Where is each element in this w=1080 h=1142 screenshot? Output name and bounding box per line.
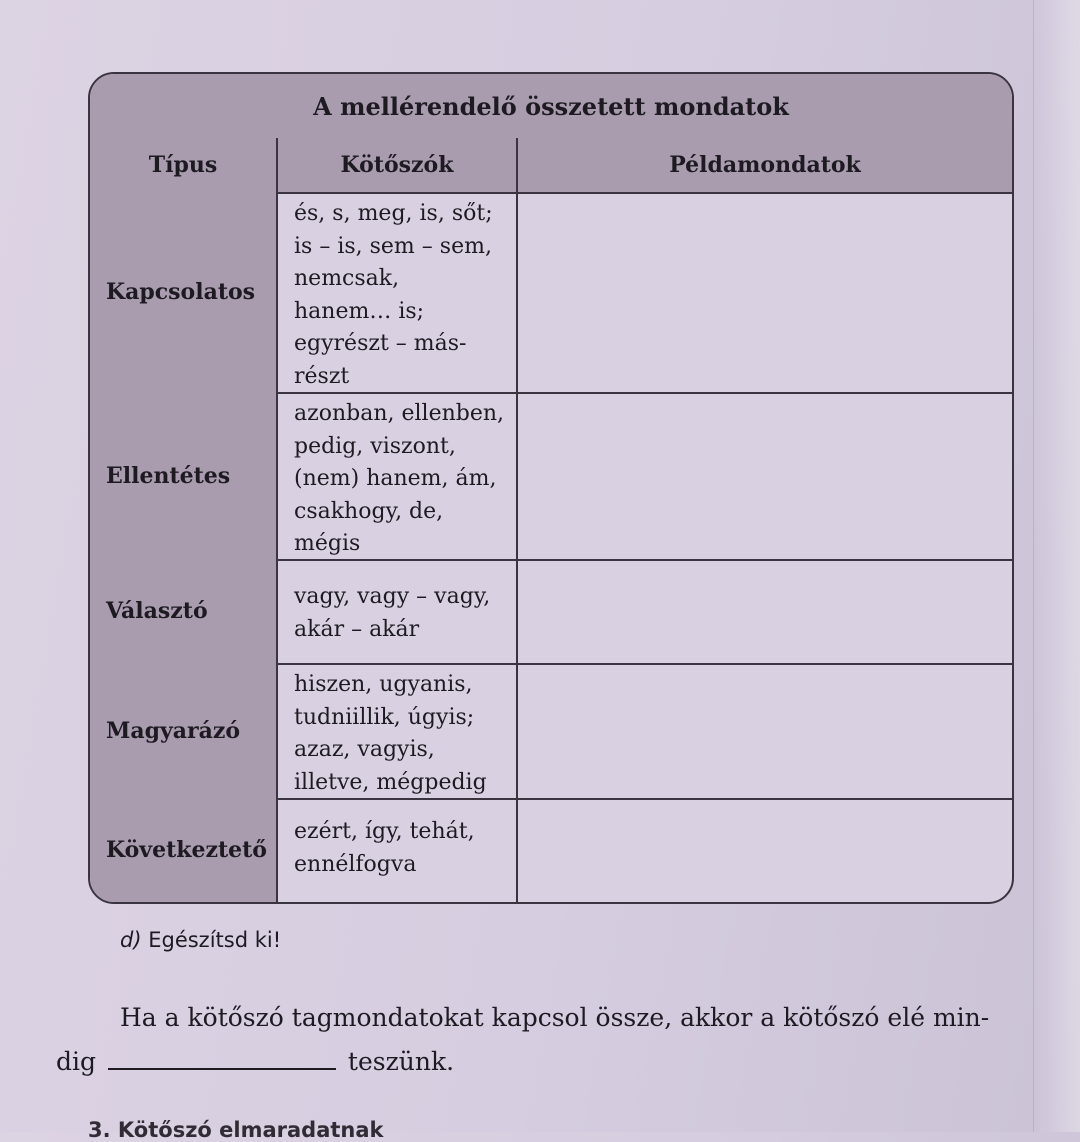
row-type: Választó [90, 559, 278, 663]
conjunction-line: azaz, vagyis, [294, 737, 435, 762]
conjunction-line: ezért, így, tehát, [294, 819, 475, 844]
conjunction-line: és, s, meg, is, sőt; [294, 201, 493, 226]
table-row [90, 663, 1012, 800]
conjunction-line: vagy, vagy – vagy, [294, 584, 491, 609]
header-examples: Példamondatok [518, 138, 1012, 192]
example-cell[interactable] [518, 559, 1012, 663]
conjunction-line: nemcsak, [294, 266, 400, 291]
example-cell[interactable] [518, 663, 1012, 798]
table-row [90, 559, 1012, 665]
table-row [90, 392, 1012, 561]
task-letter: d) [120, 928, 142, 952]
example-cell[interactable] [518, 392, 1012, 559]
row-type: Ellentétes [90, 392, 278, 559]
row-type: Kapcsolatos [90, 192, 278, 392]
row-conjunctions [278, 192, 518, 392]
table-row [90, 798, 1012, 902]
conjunction-line: ennélfogva [294, 851, 417, 877]
paragraph-text-1: Ha a kötőszó tagmondatokat kapcsol össze, akkor a kötőszó elé min- [120, 1003, 990, 1032]
conjunction-table [88, 72, 1014, 904]
table-row [90, 192, 1012, 394]
conjunction-line: tudniillik, úgyis; [294, 704, 475, 730]
conjunction-line: egyrészt – más- [294, 331, 467, 356]
conjunction-line: is – is, sem – sem, [294, 233, 492, 259]
row-conjunctions [278, 663, 518, 798]
header-conjunctions: Kötőszók [278, 138, 518, 192]
row-conjunctions [278, 559, 518, 663]
table-title: A mellérendelő összetett mondatok [90, 74, 1012, 140]
example-cell[interactable] [518, 192, 1012, 392]
conjunction-line: részt [294, 363, 350, 389]
conjunction-line: hiszen, ugyanis, [294, 672, 473, 697]
conjunction-line: illetve, mégpedig [294, 769, 487, 795]
conjunction-line: pedig, viszont, [294, 433, 456, 459]
table-header-row [90, 138, 1012, 194]
fill-in-paragraph [56, 996, 1008, 1084]
conjunction-line: mégis [294, 531, 361, 556]
paragraph-text-3: teszünk. [347, 1047, 455, 1076]
row-conjunctions [278, 798, 518, 902]
paragraph-text-2: dig [56, 1047, 97, 1076]
conjunction-line: akár – akár [294, 616, 420, 642]
conjunction-line: hanem… is; [294, 298, 425, 324]
answer-blank[interactable] [108, 1046, 336, 1070]
conjunction-line: azonban, ellenben, [294, 401, 505, 426]
task-instruction [120, 928, 281, 952]
conjunction-line: csakhogy, de, [294, 498, 444, 524]
row-conjunctions [278, 392, 518, 559]
row-type: Következtető [90, 798, 278, 902]
conjunction-line: (nem) hanem, ám, [294, 466, 497, 491]
task-text: Egészítsd ki! [148, 928, 282, 952]
row-type: Magyarázó [90, 663, 278, 798]
next-section-heading: 3. Kötőszó elmaradatnak [88, 1118, 384, 1142]
page-edge [1033, 0, 1080, 1132]
header-type: Típus [90, 138, 278, 192]
example-cell[interactable] [518, 798, 1012, 902]
